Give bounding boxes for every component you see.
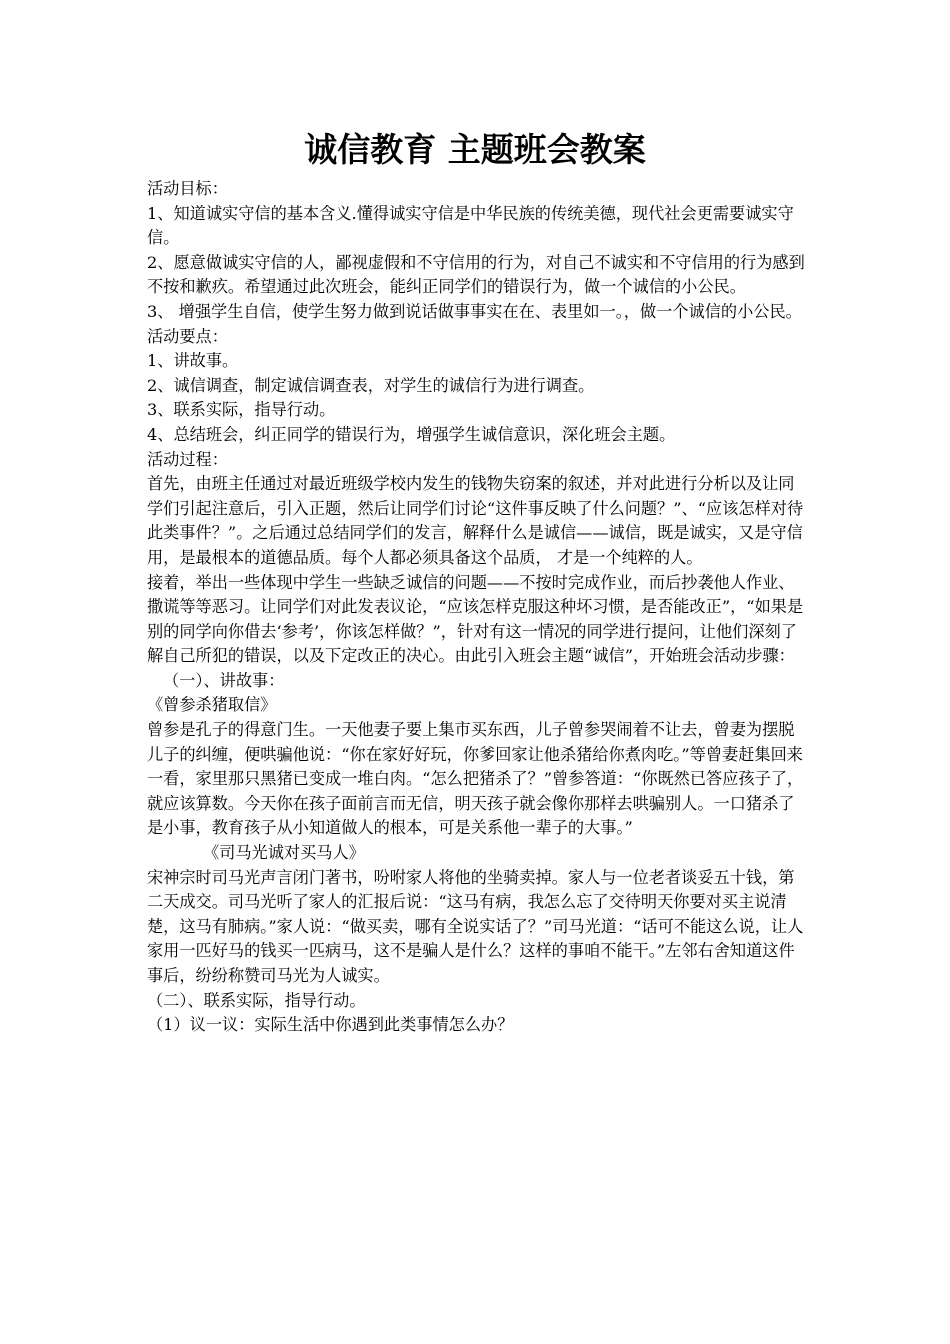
paragraph: 4、总结班会，纠正同学的错误行为，增强学生诚信意识，深化班会主题。 [147,424,676,444]
document-body [147,177,809,1038]
paragraph: 1、讲故事。 [147,351,239,371]
paragraph: 2、诚信调查，制定诚信调查表，对学生的诚信行为进行调查。 [147,375,595,395]
paragraph: 活动过程： [147,449,228,469]
document-title: 诚信教育 主题班会教案 [304,130,646,169]
paragraph: 3、 增强学生自信，使学生努力做到说话做事事实在在、表里如一。，做一个诚信的小公民。 [147,301,802,321]
section-heading: （二）、联系实际，指导行动。 [147,990,366,1010]
paragraph: 曾参是孔子的得意门生。一天他妻子要上集市买东西，儿子曾参哭闹着不让去，曾妻为摆脱儿子的纠缠，便哄骗他说：“你在家好好玩，你爹回家让他杀猪给你煮肉吃。”等曾妻赶集回来一看，家里那只黑猪已变成一堆白肉。“怎么把猪杀了？”曾参答道：“你既然已答应孩子了，就应该算数。今天你在孩子面前言而无信，明天孩子就会像你那样去哄骗别人。一口猪杀了是小事，教育孩子从小知道做人的根本，可是关系他一辈子的大事。” [147,720,804,838]
story-title: 《司马光诚对买马人》 [203,843,365,863]
paragraph: 宋神宗时司马光声言闭门著书，吩咐家人将他的坐骑卖掉。家人与一位老者谈妥五十钱，第二天成交。司马光听了家人的汇报后说：“这马有病，我怎么忘了交待明天你要对买主说清楚，这马有肺病。”家人说：“做买卖，哪有全说实话了？”司马光道：“话可不能这么说，让人家用一匹好马的钱买一匹病马，这不是骗人是什么？这样的事咱不能干。”左邻右舍知道这件事后，纷纷称赞司马光为人诚实。 [147,867,804,985]
paragraph: 活动目标： [147,179,228,198]
paragraph: 2、愿意做诚实守信的人，鄙视虚假和不守信用的行为，对自己不诚实和不守信用的行为感到不按和歉疚。希望通过此次班会，能纠正同学们的错误行为，做一个诚信的小公民。 [147,252,805,297]
paragraph: 接着，举出一些体现中学生一些缺乏诚信的问题——不按时完成作业，而后抄袭他人作业、撒谎等等恶习。让同学们对此发表议论，“应该怎样克服这种坏习惯，是否能改正”，“如果是别的同学向你借去‘参考’，你该怎样做？”，针对有这一情况的同学进行提问，让他们深刻了解自己所犯的错误，以及下定改正的决心。由此引入班会主题“诚信”，开始班会活动步骤： [147,572,804,666]
paragraph: 首先，由班主任通过对最近班级学校内发生的钱物失窃案的叙述，并对此进行分析以及让同学们引起注意后，引入正题，然后让同学们讨论“这件事反映了什么问题？”、“应该怎样对待此类事件？”。之后通过总结同学们的发言，解释什么是诚信——诚信，既是诚实，又是守信用，是最根本的道德品质。每个人都必须具备这个品质， 才是一个纯粹的人。 [147,474,804,567]
paragraph: 1、知道诚实守信的基本含义.懂得诚实守信是中华民族的传统美德，现代社会更需要诚实守信。 [147,203,794,248]
story-title: 《曾参杀猪取信》 [147,695,277,715]
paragraph: 3、联系实际，指导行动。 [147,400,336,420]
section-heading: （一）、讲故事： [163,670,285,690]
paragraph: 活动要点： [147,326,228,346]
paragraph: （1）议一议：实际生活中你遇到此类事情怎么办？ [147,1015,514,1035]
